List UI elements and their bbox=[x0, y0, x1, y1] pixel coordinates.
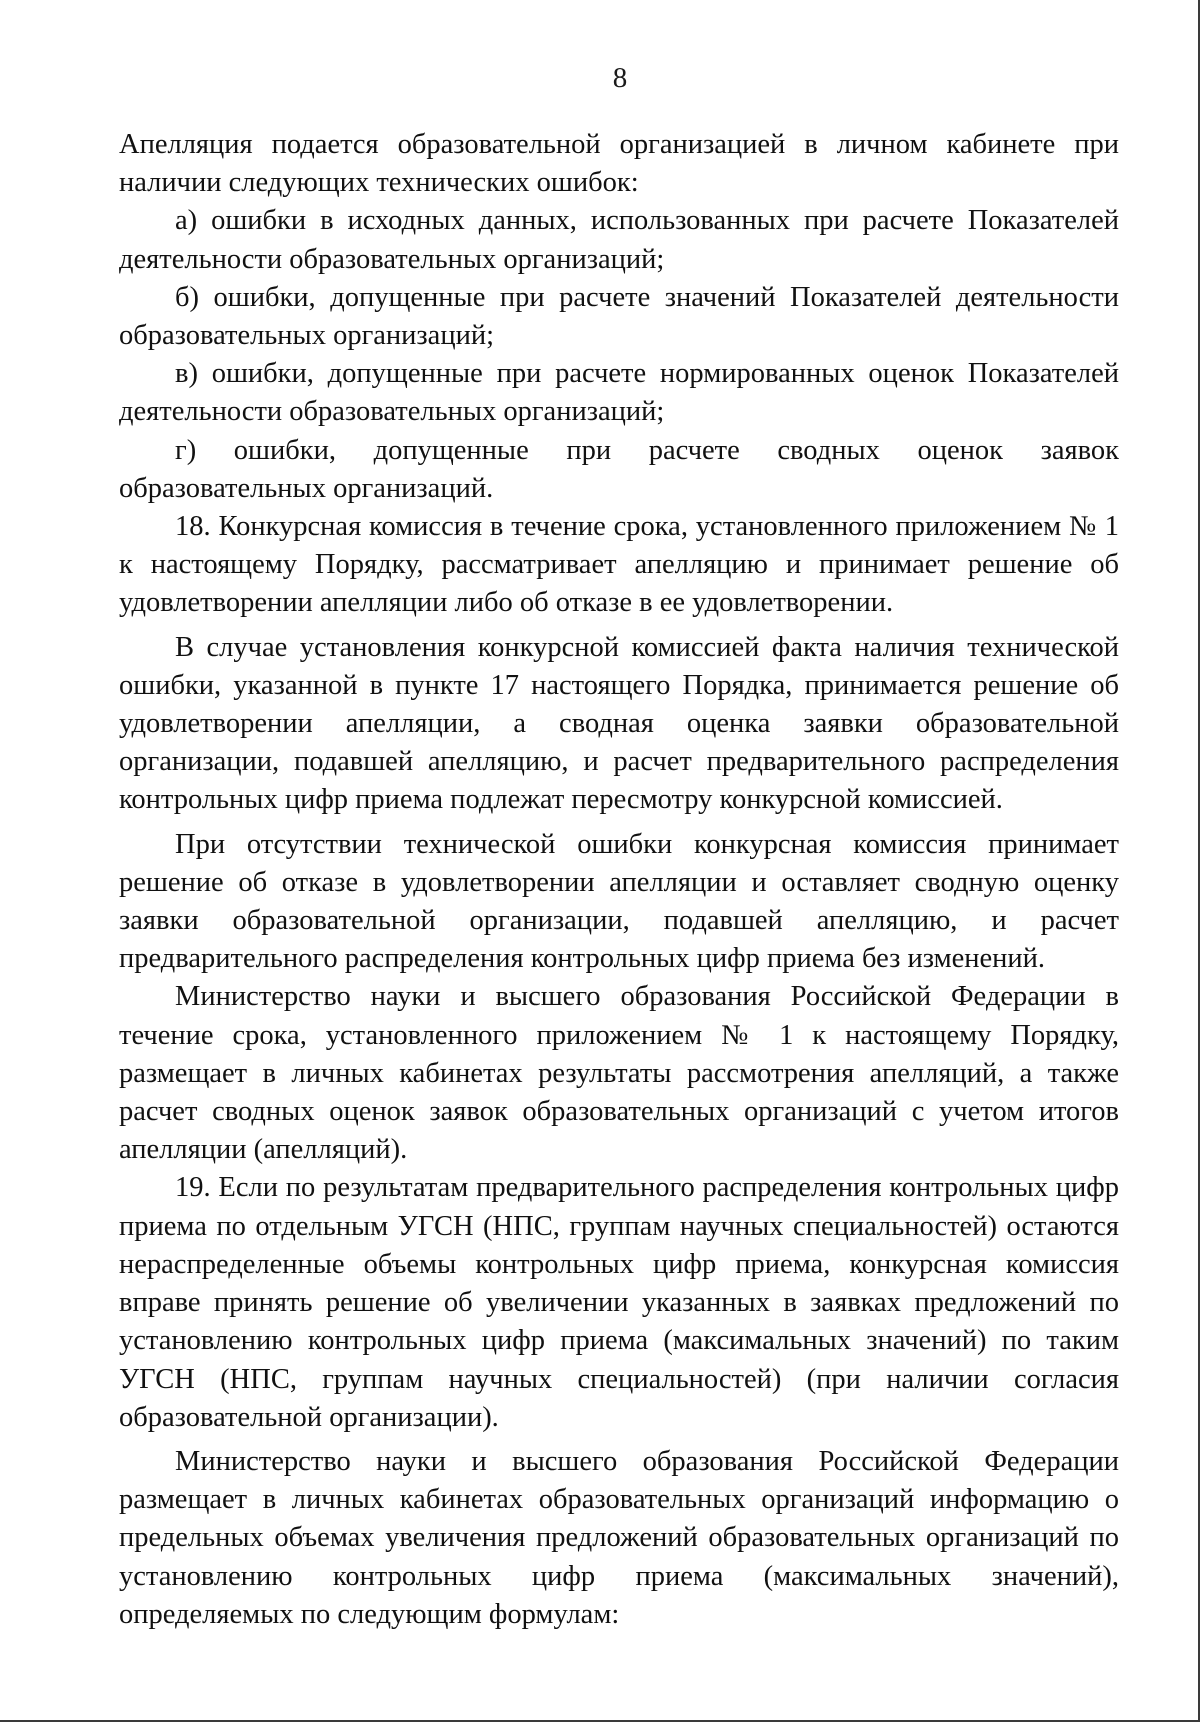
paragraph-error-found: В случае установления конкурсной комиссией факта наличия технической ошибки, указанной в пункте 17 настоящего Порядка, принимается решение об удовлетворении апелляции, а сводная оценка заявки образовательной организации, подавшей апелляцию, и расчет предварительного распределения контрольных цифр приема подлежат пересмотру конкурсной комиссией. bbox=[119, 631, 1119, 816]
list-item-g: г) ошибки, допущенные при расчете сводных оценок заявок образовательных организаций. bbox=[119, 434, 1119, 504]
page-number: 8 bbox=[612, 62, 628, 94]
paragraph-ministry-formulas: Министерство науки и высшего образования Российской Федерации размещает в личных кабинетах образовательных организаций информацию о предельных объемах увеличения предложений образовательных организаций по установлению контрольных цифр приема (максимальных значений), определяемых по следующим формулам: bbox=[119, 1445, 1119, 1630]
paragraph-no-error: При отсутствии технической ошибки конкурсная комиссия принимает решение об отказе в удовлетворении апелляции и оставляет сводную оценку заявки образовательной организации, подавшей апелляцию, и расчет предварительного распределения контрольных цифр приема без изменений. bbox=[119, 828, 1119, 975]
list-item-v: в) ошибки, допущенные при расчете нормированных оценок Показателей деятельности образовательных организаций; bbox=[119, 358, 1119, 428]
document-body bbox=[119, 126, 1119, 1634]
paragraph-18: 18. Конкурсная комиссия в течение срока, установленного приложением № 1 к настоящему Порядку, рассматривает апелляцию и принимает решение об удовлетворении апелляции либо об отказе в ее удовлетворении. bbox=[119, 511, 1119, 619]
list-item-b: б) ошибки, допущенные при расчете значений Показателей деятельности образовательных организаций; bbox=[119, 281, 1119, 352]
paragraph-19: 19. Если по результатам предварительного распределения контрольных цифр приема по отдельным УГСН (НПС, группам научных специальностей) остаются нераспределенные объемы контрольных цифр приема, конкурсная комиссия вправе принять решение об увеличении указанных в заявках предложений по установлению контрольных цифр приема (максимальных значений) по таким УГСН (НПС, группам научных специальностей) (при наличии согласия образовательной организации). bbox=[119, 1172, 1119, 1433]
paragraph-ministry-results: Министерство науки и высшего образования Российской Федерации в течение срока, установленного приложением № 1 к настоящему Порядку, размещает в личных кабинетах результаты рассмотрения апелляций, а также расчет сводных оценок заявок образовательных организаций с учетом итогов апелляции (апелляций). bbox=[119, 981, 1119, 1166]
list-item-a: а) ошибки в исходных данных, использованных при расчете Показателей деятельности образовательных организаций; bbox=[119, 205, 1119, 275]
paragraph-appeal-intro: Апелляция подается образовательной организацией в личном кабинете при наличии следующих технических ошибок: bbox=[119, 129, 1119, 199]
